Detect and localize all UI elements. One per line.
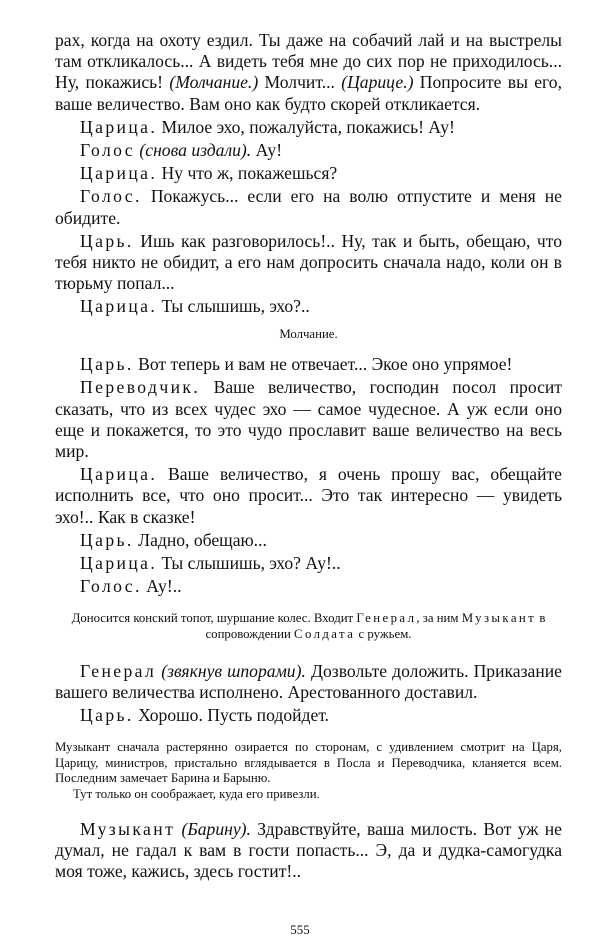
dialogue-continuation: рах, когда на охоту ездил. Ты даже на собачий лай и на выстрелы там откликалось... А видеть тебя мне до сих пор не приходилось... Ну, покажись! (Молчание.) Молчит... (Царице.) Попросите вы его, ваше величество. Вам оно как будто скорей откликается. bbox=[55, 30, 563, 114]
dialogue-line: Царица. Ваше величество, я очень прошу вас, обещайте исполнить все, что оно просит... Это так интересно — увидеть эхо!.. Как в сказке! bbox=[55, 464, 562, 527]
stage-direction-inline: (снова издали). bbox=[135, 140, 252, 161]
speaker-name: Голос. bbox=[80, 576, 142, 597]
stage-direction-inline: (Царице.) bbox=[341, 72, 414, 93]
dialogue-line: Царица. Ты слышишь, эхо? Ау!.. bbox=[80, 553, 341, 574]
dialogue-line: Царица. Ну что ж, покажешься? bbox=[80, 163, 338, 184]
speaker-name: Голос. bbox=[80, 186, 142, 207]
dialogue-line: Царь. Ладно, обещаю... bbox=[80, 529, 267, 550]
stage-direction: Тут только он соображает, куда его привезли. bbox=[73, 787, 320, 802]
dialogue-line: Голос. Покажусь... если его на волю отпустите и меня не обидите. bbox=[55, 186, 562, 228]
speaker-name: Царица. bbox=[80, 464, 158, 485]
speaker-name: Царь. bbox=[80, 529, 134, 550]
speaker-name: Голос bbox=[80, 140, 136, 161]
stage-direction: Музыкант сначала растерянно озирается по сторонам, с удивлением смотрит на Царя, Царицу, министров, пристально вглядывается в Посла и Переводчика, кланяется всем. Последним замечает Барина и Барыню. bbox=[55, 740, 562, 786]
dialogue-line: Царь. Ишь как разговорилось!.. Ну, так и быть, обещаю, что тебя никто не обидит, а его нам допросить сначала надо, коли он в тюрьму попал... bbox=[55, 230, 562, 294]
character-name: Солдата bbox=[294, 627, 356, 642]
dialogue-line: Царица. Ты слышишь, эхо?.. bbox=[80, 296, 310, 317]
dialogue-line: Генерал (звякнув шпорами). Дозвольте доложить. Приказание вашего величества исполнено. Арестованного доставил. bbox=[55, 660, 562, 702]
page-number: 555 bbox=[290, 922, 310, 937]
speaker-name: Царица. bbox=[80, 553, 158, 574]
stage-direction: Доносится конский топот, шуршание колес. Входит Генерал, за ним Музыкант в сопровождении Солдата с ружьем. bbox=[71, 611, 546, 642]
speaker-name: Царь. bbox=[80, 705, 134, 726]
dialogue-line: Царица. Милое эхо, пожалуйста, покажись! Ау! bbox=[80, 116, 455, 137]
dialogue-line: Царь. Хорошо. Пусть подойдет. bbox=[80, 705, 330, 726]
stage-direction: Молчание. bbox=[279, 326, 338, 341]
speaker-name: Царь. bbox=[80, 230, 134, 251]
speaker-name: Царь. bbox=[80, 354, 134, 375]
speaker-name: Царица. bbox=[80, 163, 158, 184]
stage-direction-inline: (Молчание.) bbox=[169, 72, 259, 93]
dialogue-line: Голос (снова издали). Ау! bbox=[80, 140, 283, 161]
character-name: Музыкант bbox=[461, 611, 537, 626]
stage-direction-inline: (звякнув шпорами). bbox=[156, 660, 306, 681]
dialogue-line: Голос. Ау!.. bbox=[80, 576, 182, 597]
character-name: Генерал bbox=[356, 611, 417, 626]
stage-direction-block bbox=[55, 740, 562, 802]
dialogue-line: Царь. Вот теперь и вам не отвечает... Экое оно упрямое! bbox=[80, 354, 513, 375]
stage-direction-inline: (Барину). bbox=[175, 818, 251, 839]
speaker-name: Царица. bbox=[80, 116, 158, 137]
dialogue-line: Музыкант (Барину). Здравствуйте, ваша милость. Вот уж не думал, не гадал к вам в гости попасть... Э, да и дудка-самогудка моя тоже, кажись, здесь гостит!.. bbox=[55, 818, 562, 882]
speaker-name: Музыкант bbox=[80, 818, 176, 839]
speaker-name: Генерал bbox=[80, 660, 157, 681]
speaker-name: Царица. bbox=[80, 296, 158, 317]
speaker-name: Переводчик. bbox=[80, 377, 201, 398]
dialogue-line: Переводчик. Ваше величество, господин посол просит сказать, что из всех чудес эхо — самое чудесное. А уж если оно еще и покажется, то это чудо прославит ваше величество на весь мир. bbox=[55, 377, 562, 462]
